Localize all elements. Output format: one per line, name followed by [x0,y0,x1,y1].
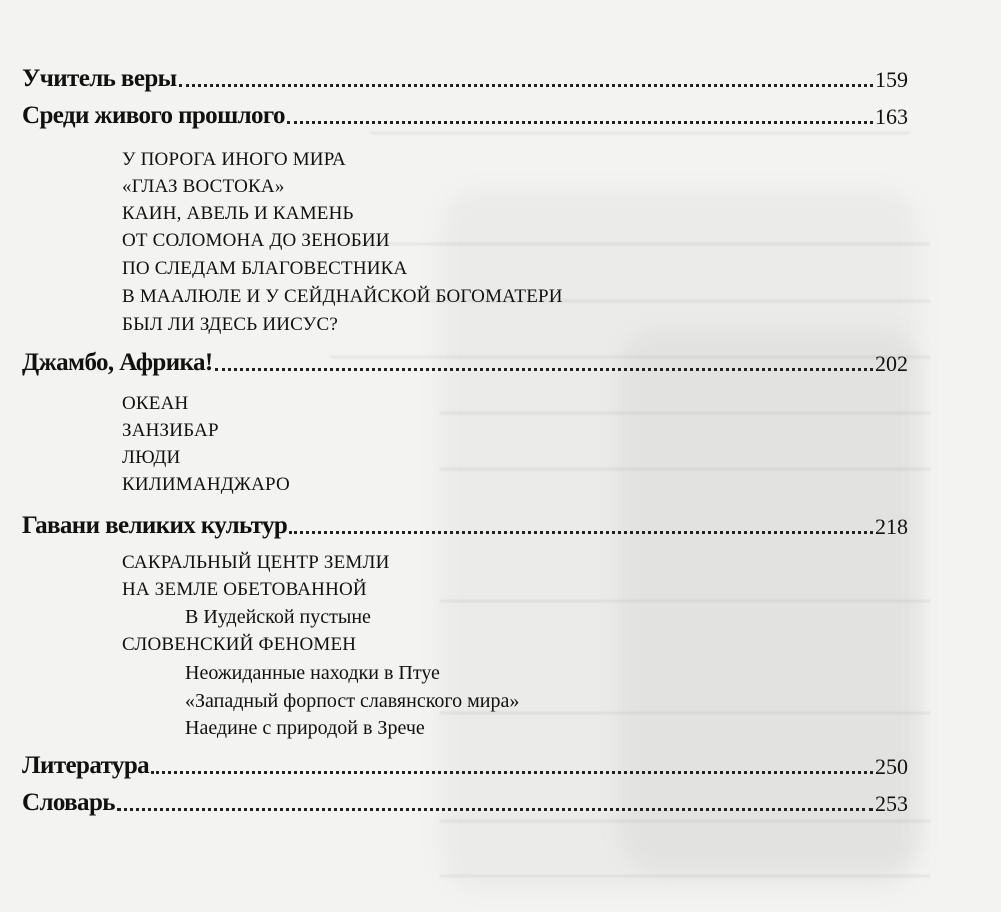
toc-entry-page: 253 [875,791,908,816]
toc-nested-subsection: Неожиданные находки в Птуе [185,662,440,684]
toc-subsection: У ПОРОГА ИНОГО МИРА [122,149,346,170]
toc-entry [22,347,908,377]
toc-entry [22,510,908,540]
toc-nested-subsection: «Западный форпост славянского мира» [185,690,520,712]
toc-subsection: ОТ СОЛОМОНА ДО ЗЕНОБИИ [122,230,390,251]
toc-entry-title: Литература [22,752,150,779]
toc-subsection: ПО СЛЕДАМ БЛАГОВЕСТНИКА [122,258,408,279]
toc-subsection: СЛОВЕНСКИЙ ФЕНОМЕН [122,634,357,655]
dot-leader [179,84,873,87]
toc-subsection: «ГЛАЗ ВОСТОКА» [122,176,285,197]
dot-leader [289,531,873,534]
toc-subsection: ОКЕАН [122,393,189,414]
toc-entry [22,63,908,93]
toc-subsection: САКРАЛЬНЫЙ ЦЕНТР ЗЕМЛИ [122,552,390,573]
toc-entry [22,100,908,130]
toc-entry-title: Джамбо, Африка! [22,349,213,376]
toc-entry-title: Среди живого прошлого [22,102,285,129]
toc-entry-page: 250 [875,754,908,779]
toc-subsection: ЛЮДИ [122,447,181,468]
toc-nested-subsection: Наедине с природой в Зрече [185,717,425,739]
toc-subsection: БЫЛ ЛИ ЗДЕСЬ ИИСУС? [122,314,338,335]
dot-leader [215,368,873,371]
toc-entry-title: Гавани великих культур [22,512,288,539]
dot-leader [287,121,873,124]
toc-entry-page: 202 [875,351,908,376]
dot-leader [151,771,873,774]
toc-entry-title: Учитель веры [22,65,177,92]
toc-subsection: В МААЛЮЛЕ И У СЕЙДНАЙСКОЙ БОГОМАТЕРИ [122,286,563,307]
dot-leader [117,808,873,811]
toc-subsection: КАИН, АВЕЛЬ И КАМЕНЬ [122,203,354,224]
toc-nested-subsection: В Иудейской пустыне [185,606,371,628]
toc-entry [22,787,908,817]
toc-entry-page: 163 [875,104,908,129]
toc-subsection: НА ЗЕМЛЕ ОБЕТОВАННОЙ [122,579,367,600]
toc-subsection: КИЛИМАНДЖАРО [122,474,290,495]
toc-subsection: ЗАНЗИБАР [122,420,219,441]
toc-entry-page: 159 [875,67,908,92]
toc-entry-title: Словарь [22,789,115,816]
toc-entry [22,750,908,780]
toc-entry-page: 218 [875,514,908,539]
